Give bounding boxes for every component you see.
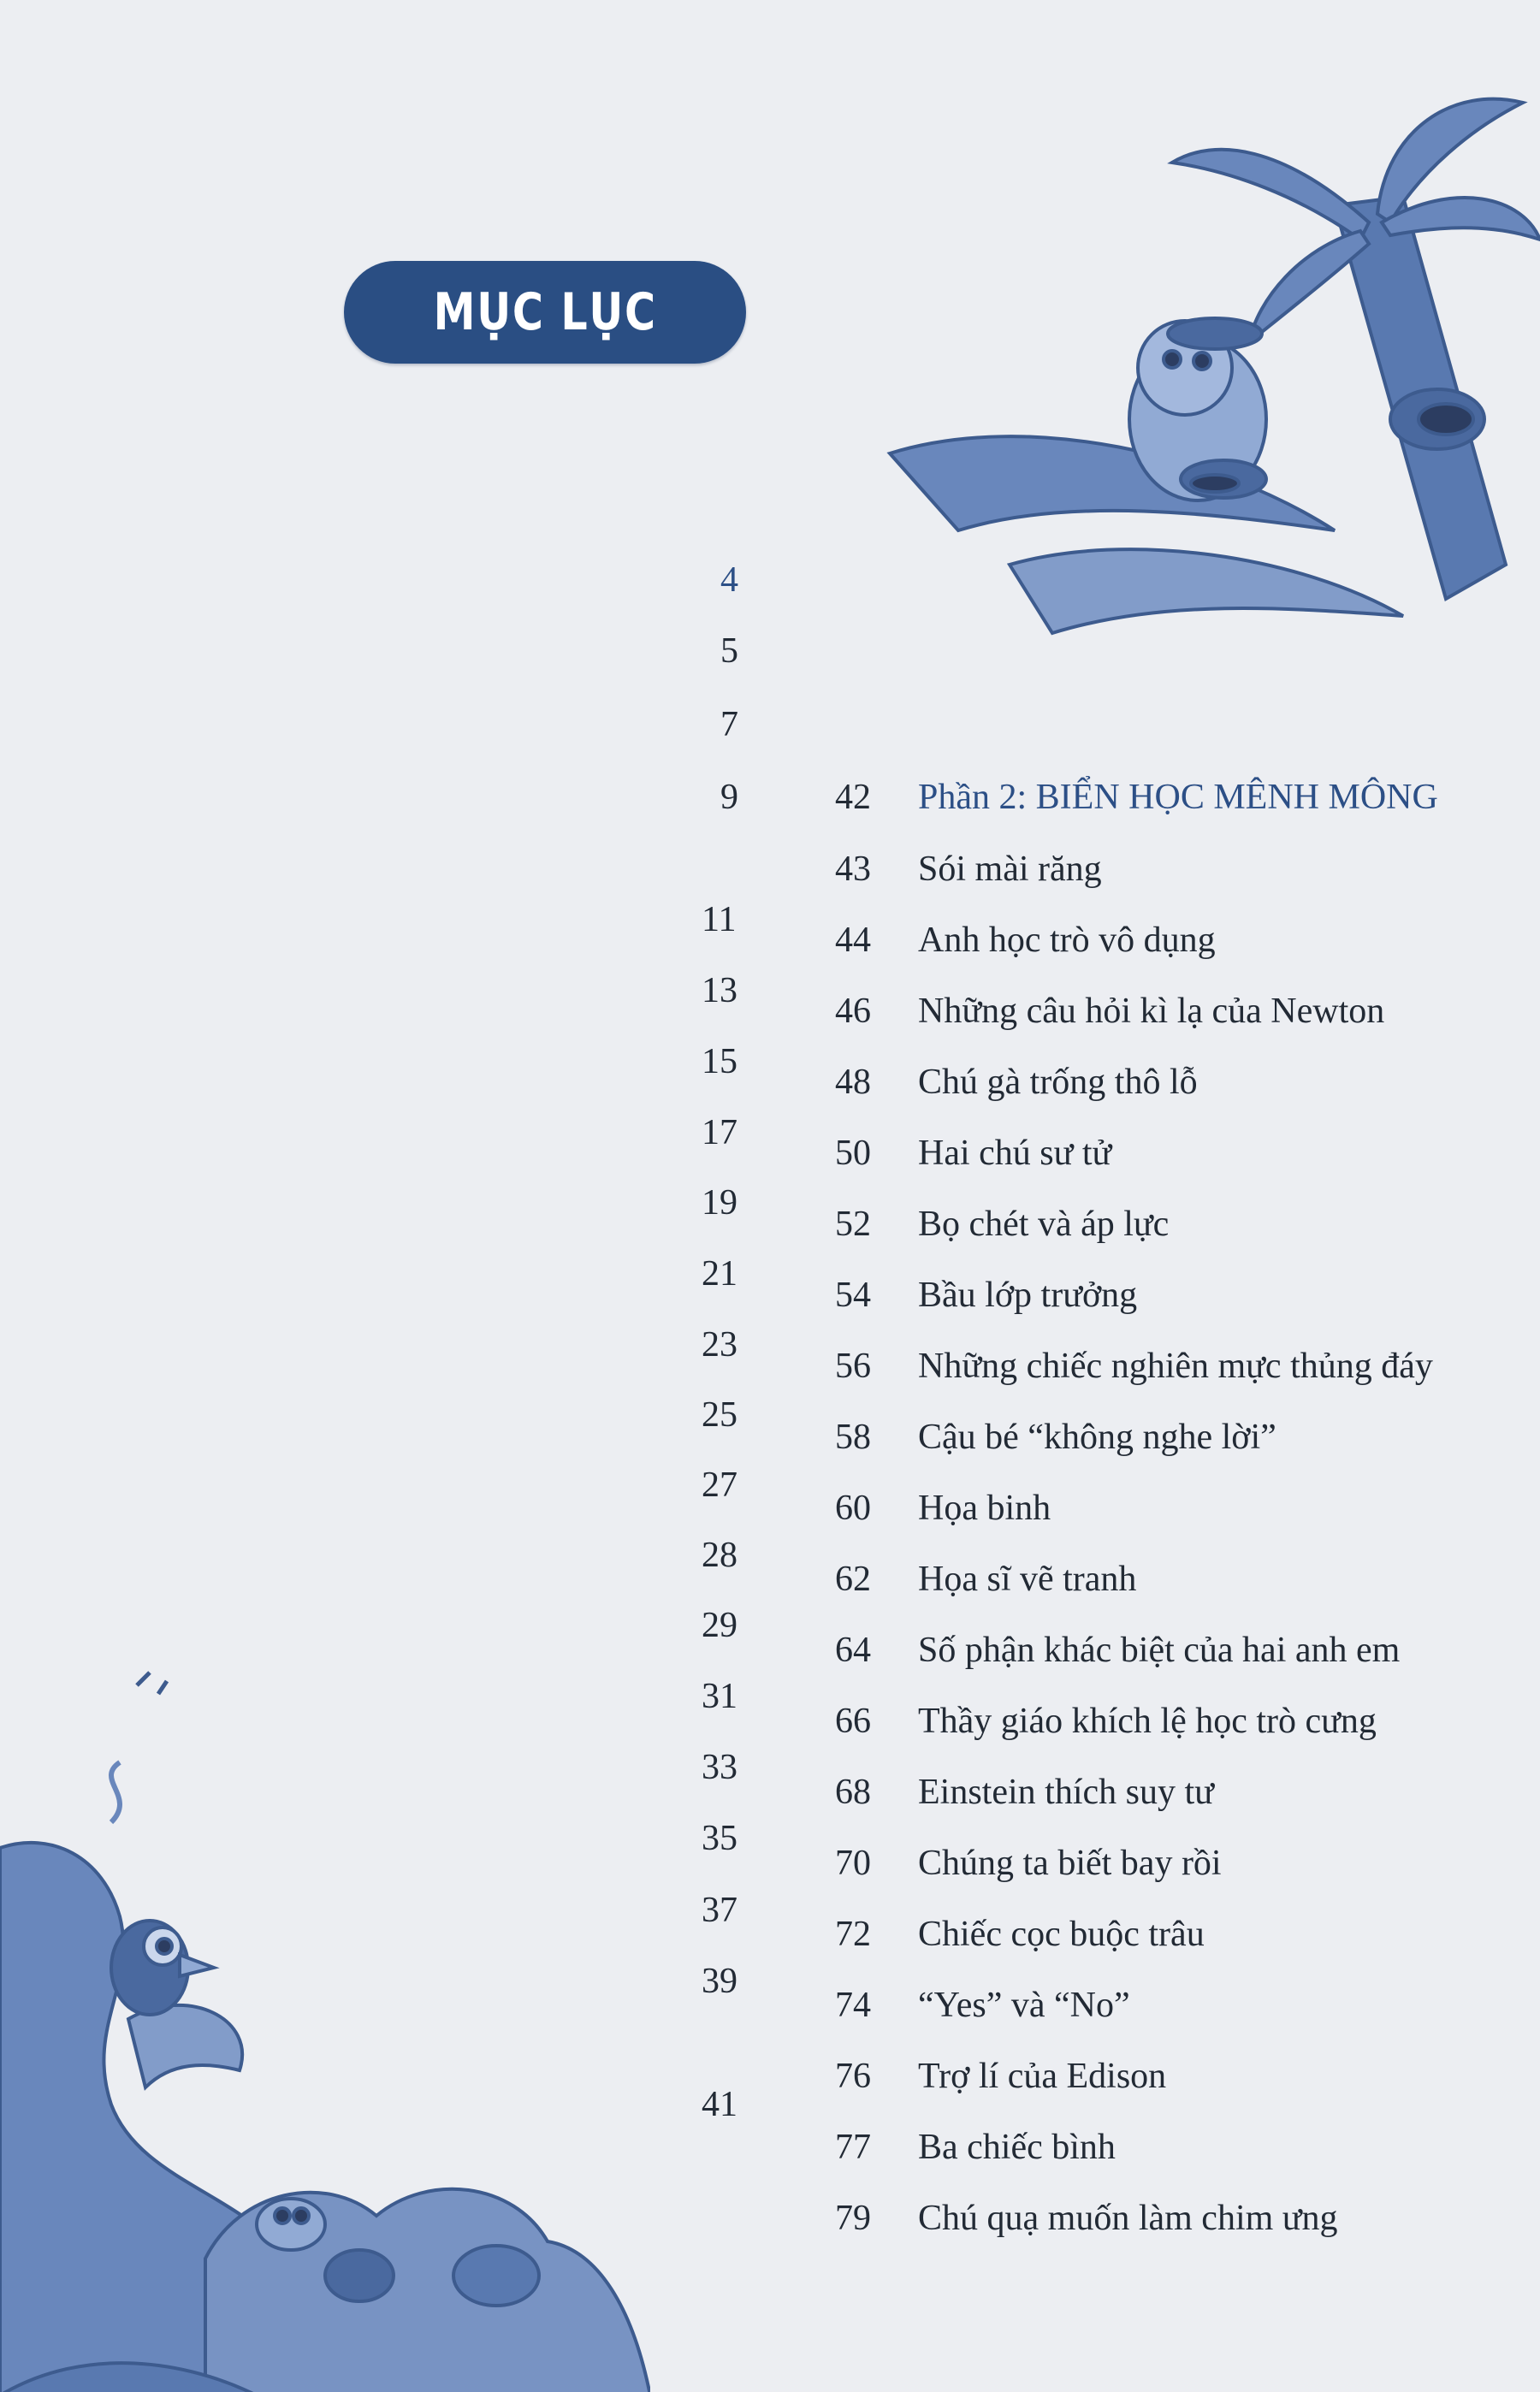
toc-entry-title: Số phận khác biệt của hai anh em [918, 1631, 1401, 1670]
toc-entry-title: Những câu hỏi kì lạ của Newton [918, 992, 1385, 1031]
toc-entry-page: 31 [702, 1677, 737, 1716]
toc-title: MỤC LỤC [433, 282, 657, 342]
toc-entry-title: “Yes” và “No” [918, 1986, 1130, 2025]
toc-entry-title: Bầu lớp trưởng [918, 1276, 1138, 1315]
toc-entry-title: Chiếc cọc buộc trâu [918, 1915, 1205, 1954]
toc-entry-title: Thầy giáo khích lệ học trò cưng [918, 1702, 1377, 1741]
toc-entry-page: 37 [702, 1891, 737, 1930]
toc-entry-page: 13 [702, 971, 737, 1010]
part2-heading: Phần 2: BIỂN HỌC MÊNH MÔNG [918, 778, 1438, 817]
toc-entry-page: 68 [835, 1773, 871, 1812]
part2-heading-page: 42 [835, 778, 871, 817]
toc-entry-title: Anh học trò vô dụng [918, 921, 1216, 960]
toc-entry-page: 23 [702, 1325, 737, 1365]
toc-entry-page: 7 [720, 705, 738, 744]
toc-entry-page: 46 [835, 992, 871, 1031]
toc-entry-page: 9 [720, 778, 738, 817]
toc-entry-page: 27 [702, 1465, 737, 1505]
toc-entry-page: 41 [702, 2085, 737, 2124]
toc-entry-page: 39 [702, 1962, 737, 2001]
part1-heading-page: 4 [720, 560, 738, 600]
toc-entry-page: 43 [835, 850, 871, 889]
toc-entry-title: Chú gà trống thô lỗ [918, 1063, 1198, 1102]
toc-entry-page: 66 [835, 1702, 871, 1741]
toc-entry-page: 28 [702, 1536, 737, 1575]
toc-entry-title: Chú quạ muốn làm chim ưng [918, 2199, 1338, 2238]
toc-entry-page: 48 [835, 1063, 871, 1102]
toc-entry-page: 72 [835, 1915, 871, 1954]
toc-entry-title: Hai chú sư tử [918, 1134, 1112, 1173]
toc-entry-page: 79 [835, 2199, 871, 2238]
toc-entry-page: 19 [702, 1183, 737, 1223]
toc-entry-page: 62 [835, 1560, 871, 1599]
toc-entry-page: 33 [702, 1748, 737, 1787]
toc-entry-title: Những chiếc nghiên mực thủng đáy [918, 1347, 1433, 1386]
toc-entry-title: Sói mài răng [918, 850, 1102, 889]
bird-on-tree-illustration [0, 1660, 650, 2392]
toc-entry-title: Einstein thích suy tư [918, 1773, 1214, 1812]
toc-entry-title: Họa sĩ vẽ tranh [918, 1560, 1137, 1599]
toc-entry-page: 21 [702, 1254, 737, 1294]
palm-tree-illustration [856, 51, 1540, 667]
toc-entry-page: 17 [702, 1113, 737, 1152]
toc-entry-page: 11 [702, 900, 737, 939]
toc-entry-page: 44 [835, 921, 871, 960]
toc-entry-page: 29 [702, 1606, 737, 1645]
toc-entry-title: Ba chiếc bình [918, 2128, 1116, 2167]
toc-entry-page: 52 [835, 1205, 871, 1244]
toc-entry-title: Chúng ta biết bay rồi [918, 1844, 1222, 1883]
toc-title-badge [344, 261, 746, 364]
toc-entry-page: 25 [702, 1395, 737, 1435]
toc-entry-page: 58 [835, 1418, 871, 1457]
toc-entry-title: Trợ lí của Edison [918, 2057, 1167, 2096]
toc-entry-title: Họa binh [918, 1489, 1051, 1528]
toc-entry-title: Cậu bé “không nghe lời” [918, 1418, 1276, 1457]
toc-entry-page: 54 [835, 1276, 871, 1315]
toc-entry-page: 56 [835, 1347, 871, 1386]
toc-entry-page: 15 [702, 1042, 737, 1081]
toc-entry-title: Bọ chét và áp lực [918, 1205, 1170, 1244]
toc-entry-page: 5 [720, 631, 738, 671]
toc-entry-page: 50 [835, 1134, 871, 1173]
toc-entry-page: 70 [835, 1844, 871, 1883]
toc-entry-page: 77 [835, 2128, 871, 2167]
toc-entry-page: 64 [835, 1631, 871, 1670]
toc-entry-page: 76 [835, 2057, 871, 2096]
toc-entry-page: 74 [835, 1986, 871, 2025]
toc-entry-page: 35 [702, 1819, 737, 1858]
toc-entry-page: 60 [835, 1489, 871, 1528]
